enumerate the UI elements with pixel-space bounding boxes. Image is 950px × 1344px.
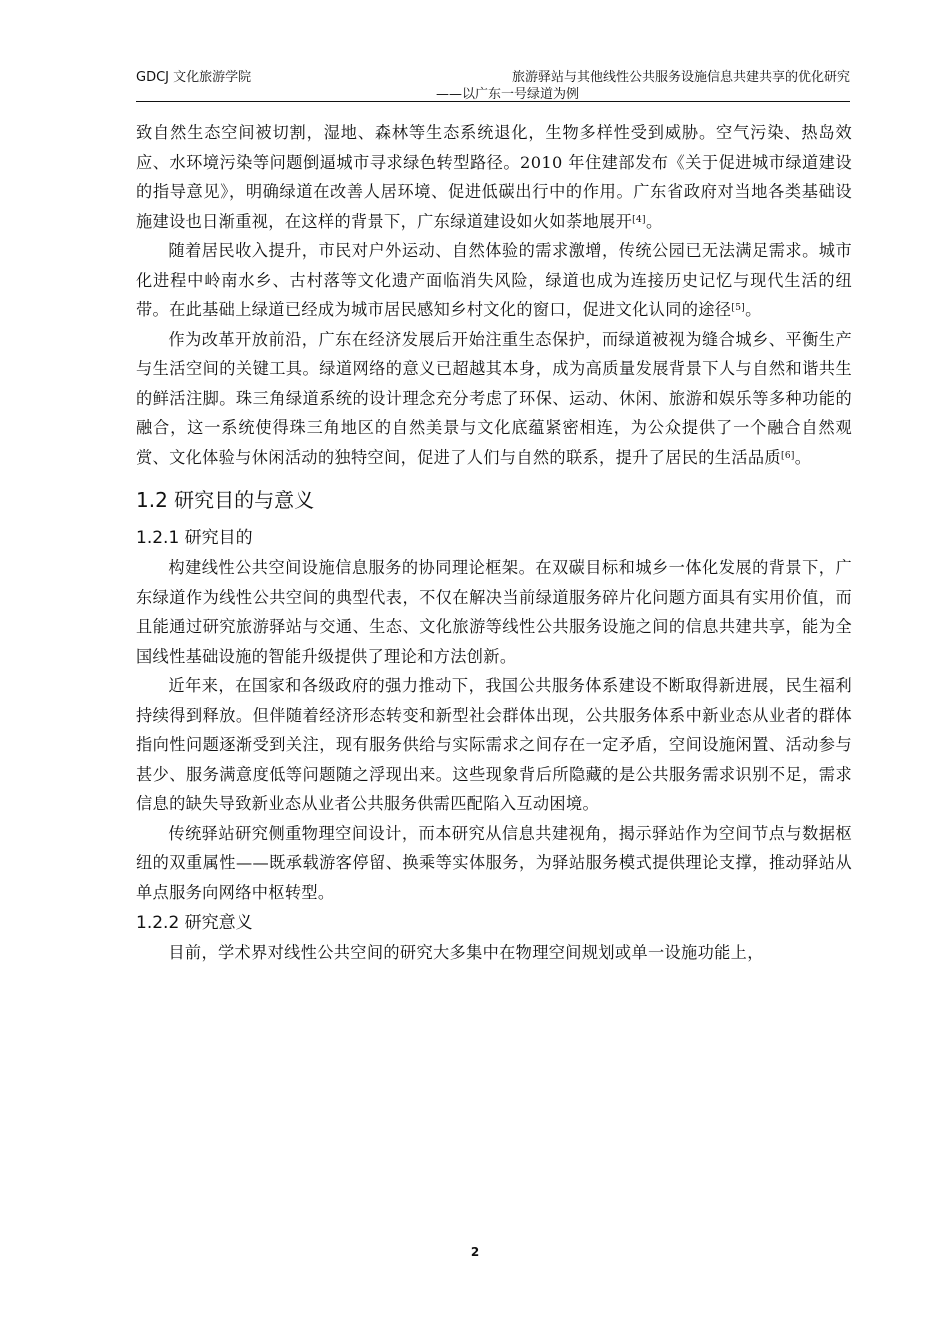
subsection-heading-1-2-1: 1.2.1 研究目的 [136,528,253,548]
header-rule [136,101,850,102]
header-title: 旅游驿站与其他线性公共服务设施信息共建共享的优化研究 [511,70,850,85]
citation-4: [4] [632,214,646,225]
header-subtitle: ——以广东一号绿道为例 [436,87,580,102]
section-heading-1-2: 1.2 研究目的与意义 [136,488,315,512]
header-institution: GDCJ 文化旅游学院 [136,70,252,85]
paragraph-7: 目前，学术界对线性公共空间的研究大多集中在物理空间规划或单一设施功能上， [168,943,764,962]
citation-5: [5] [731,303,746,313]
paragraph-1: 致自然生态空间被切割，湿地、森林等生态系统退化，生物多样性受到威胁。空气污染、热岛效应、水环境污染等问题倒逼城市寻求绿色转型路径。2010 年住建部发布《关于促进城市绿道建设的指导意见》，明确绿道在改善人居环境、促进低碳出行中的作用。广东省政府对当地各类基础设施建设也日渐重视，在这样的背景下，广东绿道建设如火如荼地展开[4]。 [136,123,852,231]
paragraph-5: 近年来，在国家和各级政府的强力推动下，我国公共服务体系建设不断取得新进展，民生福利持续得到释放。但伴随着经济形态转变和新型社会群体出现，公共服务体系中新业态从业者的群体指向性问题逐渐受到关注，现有服务供给与实际需求之间存在一定矛盾，空间设施闲置、活动参与甚少、服务满意度低等问题随之浮现出来。这些现象背后所隐藏的是公共服务需求识别不足，需求信息的缺失导致新业态从业者公共服务供需匹配陷入互动困境。 [136,676,852,813]
subsection-heading-1-2-2: 1.2.2 研究意义 [136,913,253,933]
paragraph-4: 构建线性公共空间设施信息服务的协同理论框架。在双碳目标和城乡一体化发展的背景下，广东绿道作为线性公共空间的典型代表，不仅在解决当前绿道服务碎片化问题方面具有实用价值，而且能通过研究旅游驿站与交通、生态、文化旅游等线性公共服务设施之间的信息共建共享，能为全国线性基础设施的智能升级提供了理论和方法创新。 [136,558,852,666]
page-header [136,66,850,102]
page-number: 2 [470,1245,480,1259]
citation-6: [6] [780,450,795,461]
document-body [136,118,852,968]
paragraph-2: 随着居民收入提升，市民对户外运动、自然体验的需求激增，传统公园已无法满足需求。城市化进程中岭南水乡、古村落等文化遗产面临消失风险，绿道也成为连接历史记忆与现代生活的纽带。在此基础上绿道已经成为城市居民感知乡村文化的窗口，促进文化认同的途径[5]。 [136,241,852,319]
paragraph-6: 传统驿站研究侧重物理空间设计，而本研究从信息共建视角，揭示驿站作为空间节点与数据枢纽的双重属性——既承载游客停留、换乘等实体服务，为驿站服务模式提供理论支撑，推动驿站从单点服务向网络中枢转型。 [136,823,852,902]
paragraph-3: 作为改革开放前沿，广东在经济发展后开始注重生态保护，而绿道被视为缝合城乡、平衡生产与生活空间的关键工具。绿道网络的意义已超越其本身，成为高质量发展背景下人与自然和谐共生的鲜活注脚。珠三角绿道系统的设计理念充分考虑了环保、运动、休闲、旅游和娱乐等多种功能的融合，这一系统使得珠三角地区的自然美景与文化底蕴紧密相连，为公众提供了一个融合自然观赏、文化体验与休闲活动的独特空间，促进了人们与自然的联系，提升了居民的生活品质[6]。 [136,329,852,467]
